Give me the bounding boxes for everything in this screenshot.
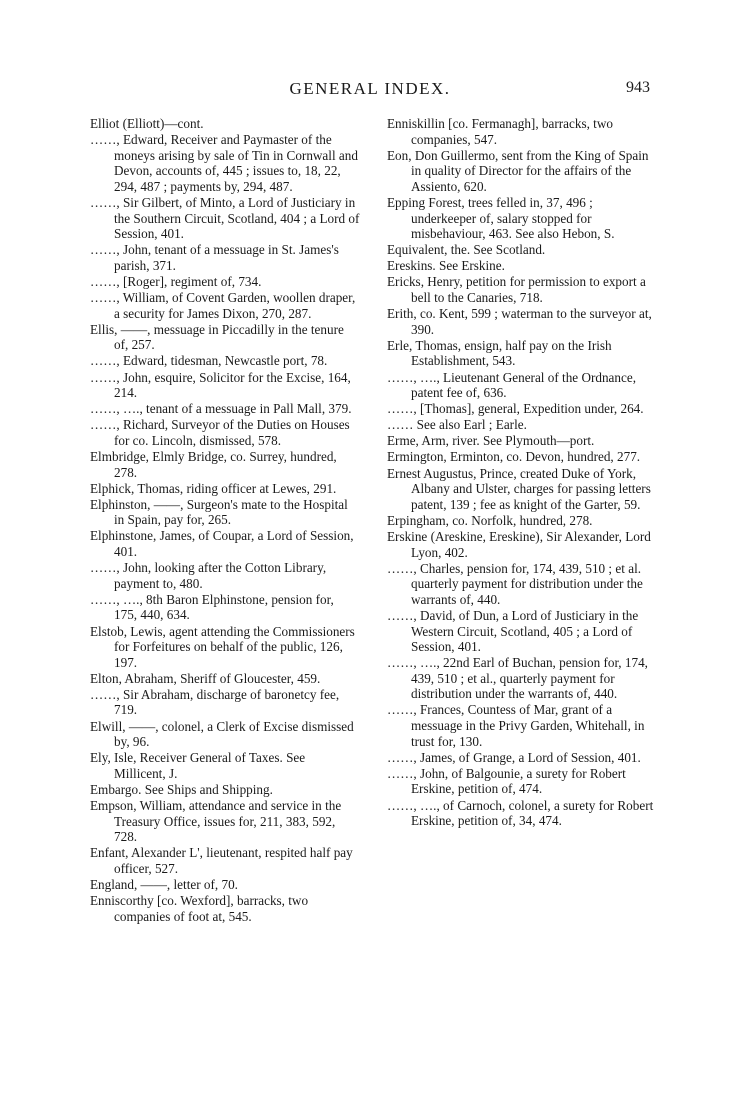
index-entry: ……, David, of Dun, a Lord of Justiciary in the Western Circuit, Scotland, 405 ; a Lord of Session, 401. [387, 607, 639, 655]
index-entry: ……, John, tenant of a messuage in St. James's parish, 371. [90, 242, 339, 273]
index-entry: ……, …., of Carnoch, colonel, a surety for Robert Erskine, petition of, 34, 474. [387, 797, 654, 829]
index-entry: ……, …., tenant of a messuage in Pall Mall, 379. [90, 401, 352, 417]
index-entry: Erme, Arm, river. See Plymouth—port. [387, 433, 595, 449]
index-entry: ……, …., Lieutenant General of the Ordnance, patent fee of, 636. [387, 369, 637, 401]
index-entry: Equivalent, the. See Scotland. [387, 242, 546, 258]
index-entry: ……, …., 8th Baron Elphinstone, pension for, 175, 440, 634. [90, 591, 334, 623]
index-entry: Elphick, Thomas, riding officer at Lewes, 291. [90, 480, 337, 496]
index-entry: ……, Richard, Surveyor of the Duties on Houses for co. Lincoln, dismissed, 578. [90, 417, 350, 448]
index-entry: Ellis, ——, messuage in Piccadilly in the tenure of, 257. [90, 321, 344, 353]
index-entry: Elphinston, ——, Surgeon's mate to the Hospital in Spain, pay for, 265. [90, 496, 348, 528]
index-entry: ……, James, of Grange, a Lord of Session, 401. [387, 749, 641, 765]
index-entry: ……, Edward, tidesman, Newcastle port, 78. [90, 353, 328, 369]
index-entry: ……, [Thomas], general, Expedition under, 264. [387, 401, 644, 417]
index-entry: Elwill, ——, colonel, a Clerk of Excise dismissed by, 96. [90, 718, 354, 750]
index-entry: Enfant, Alexander L', lieutenant, respited half pay officer, 527. [90, 845, 353, 876]
page-header [90, 79, 650, 103]
index-entry: Elton, Abraham, Sheriff of Gloucester, 459. [90, 670, 321, 686]
index-entry: ……, William, of Covent Garden, woollen draper, a security for James Dixon, 270, 287. [90, 290, 356, 321]
index-entry: England, ——, letter of, 70. [90, 877, 238, 892]
index-entry: Elmbridge, Elmly Bridge, co. Surrey, hundred, 278. [90, 448, 337, 480]
index-entry: ……, Frances, Countess of Mar, grant of a messuage in the Privy Garden, Whitehall, in trust for, 130. [387, 702, 645, 749]
index-entry: ……, Sir Gilbert, of Minto, a Lord of Justiciary in the Southern Circuit, Scotland, 404 ; a Lord of Session, 401. [90, 194, 360, 242]
page-number: 943 [626, 79, 650, 96]
index-entry: Ericks, Henry, petition for permission to export a bell to the Canaries, 718. [387, 274, 646, 306]
index-entry: Eon, Don Guillermo, sent from the King of Spain in quality of Director for the affairs of the Assiento, 620. [387, 147, 649, 194]
index-entry: ……, …., 22nd Earl of Buchan, pension for, 174, 439, 510 ; et al., quarterly payment for distribution under the warrants of, 440. [387, 655, 648, 702]
index-entry: …… See also Earl ; Earle. [387, 417, 527, 433]
index-entry: ……, John, esquire, Solicitor for the Excise, 164, 214. [90, 369, 351, 401]
index-column-left [90, 116, 360, 925]
index-entry: Ely, Isle, Receiver General of Taxes. See Millicent, J. [90, 750, 306, 781]
index-entry: Ermington, Erminton, co. Devon, hundred, 277. [387, 449, 641, 465]
index-entry: Erskine (Areskine, Ereskine), Sir Alexander, Lord Lyon, 402. [387, 528, 651, 560]
index-entry: ……, Edward, Receiver and Paymaster of the moneys arising by sale of Tin in Cornwall and Devon, accounts of, 445 ; issues to, 18, 22, 294, 487 ; payments by, 294, 487. [90, 132, 358, 194]
index-entry: Enniskillin [co. Fermanagh], barracks, two companies, 547. [387, 116, 613, 147]
index-entry: Elphinstone, James, of Coupar, a Lord of Session, 401. [90, 528, 354, 560]
index-entry: ……, John, looking after the Cotton Library, payment to, 480. [90, 560, 327, 591]
index-entry: Embargo. See Ships and Shipping. [90, 781, 273, 797]
index-entry: Empson, William, attendance and service in the Treasury Office, issues for, 211, 383, 592, 728. [90, 798, 342, 845]
index-entry: ……, Sir Abraham, discharge of baronetcy fee, 719. [90, 686, 340, 718]
index-entry: ……, Charles, pension for, 174, 439, 510 ; et al. quarterly payment for distribution under the warrants of, 440. [387, 560, 643, 607]
index-entry: Erith, co. Kent, 599 ; waterman to the surveyor at, 390. [387, 306, 652, 337]
page-title: GENERAL INDEX. [289, 79, 451, 98]
index-entry: Elliot (Elliott)—cont. [90, 116, 204, 131]
index-entry: Epping Forest, trees felled in, 37, 496 ; underkeeper of, salary stopped for misbehaviour, 463. See also Hebon, S. [387, 194, 615, 242]
index-entry: ……, John, of Balgounie, a surety for Robert Erskine, petition of, 474. [387, 765, 626, 797]
index-entry: Erle, Thomas, ensign, half pay on the Irish Establishment, 543. [387, 337, 612, 369]
index-column-right [387, 116, 657, 829]
index-entry: Erpingham, co. Norfolk, hundred, 278. [387, 512, 593, 528]
index-entry: ……, [Roger], regiment of, 734. [90, 273, 262, 289]
index-entry: Ereskins. See Erskine. [387, 258, 505, 274]
index-entry: Elstob, Lewis, agent attending the Commissioners for Forfeitures on behalf of the public, 126, 197. [90, 623, 355, 670]
index-entry: Enniscorthy [co. Wexford], barracks, two companies of foot at, 545. [90, 893, 309, 924]
index-entry: Ernest Augustus, Prince, created Duke of York, Albany and Ulster, charges for passing letters patent, 139 ; fee as knight of the Garter, 59. [387, 465, 651, 512]
